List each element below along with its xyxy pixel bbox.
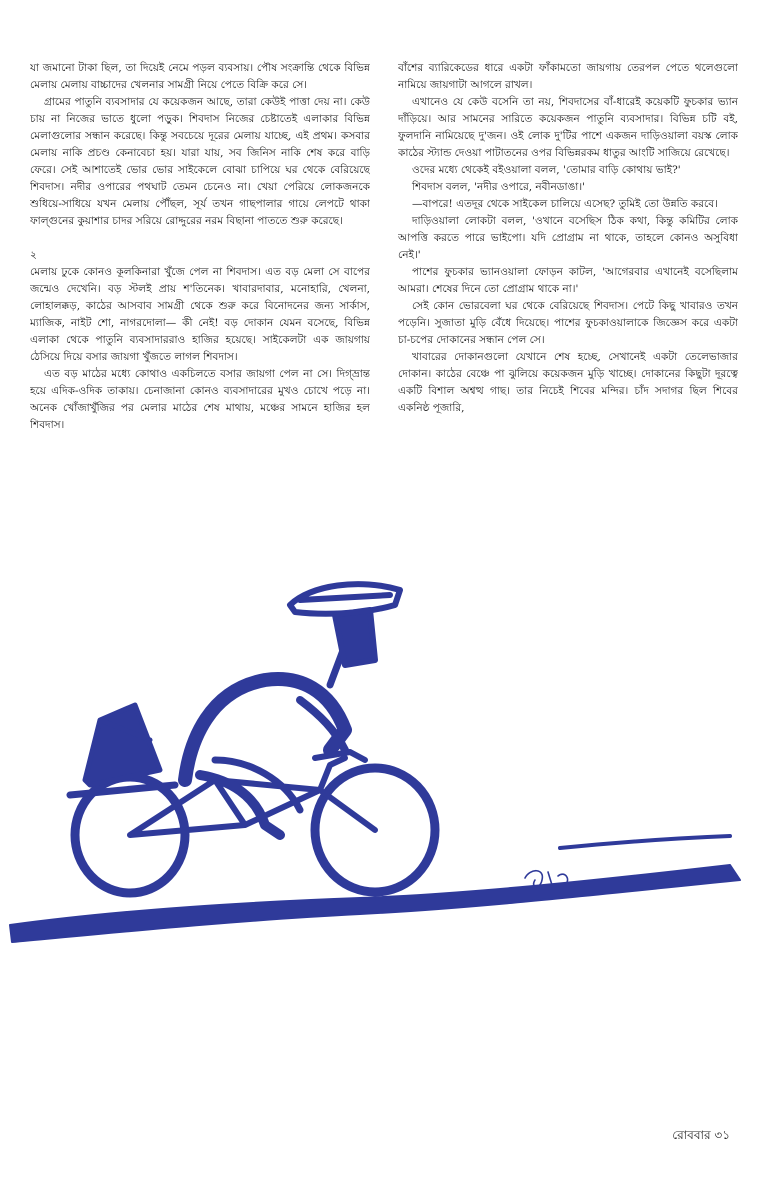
article-body — [30, 60, 738, 565]
paragraph: —বাপরে! এতদূর থেকে সাইকেল চালিয়ে এসেছ? তুমিই তো উন্নতি করবে। — [412, 198, 718, 210]
paragraph: শিবদাস বলল, 'নদীর ওপারে, নবীনডাঙা।' — [412, 181, 585, 193]
paragraph: খাবারের দোকানগুলো যেখানে শেষ হচ্ছে, সেখানেই একটা তেলেভাজার দোকান। কাঠের বেঞ্চে পা ঝুলিয়ে কয়েকজন মুড়ি খাচ্ছে। দোকানের কিছুটা দূরত্বে একটি বিশাল অশ্বত্থ গাছ। তার নিচেই শিবের মন্দির। চাঁদ সদাগর ছিল শিবের একনিষ্ঠ পূজারি, — [398, 351, 738, 414]
paragraph: এখানেও যে কেউ বসেনি তা নয়, শিবদাসের বাঁ-ধারেই কয়েকটি ফুচকার ভ্যান দাঁড়িয়ে। আর সামনের সারিতে কয়েকজন পাতুনি ব্যবসাদার। বিভিন্ন চটি বই, ফুলদানি নামিয়েছে দু'জন। ওই লোক দু'টির পাশে একজন দাড়িওয়ালা বয়স্ক লোক কাঠের স্ট্যান্ড দেওয়া পাটাতনের ওপর বিভিন্নরকম ধাতুর আংটি সাজিয়ে রেখেছে। — [398, 96, 738, 159]
rider-torso — [185, 679, 345, 780]
ground-stroke — [10, 865, 740, 942]
ground-stroke — [560, 836, 730, 848]
right-column — [398, 60, 738, 565]
section-number: ২ — [30, 249, 37, 261]
paragraph: ওদের মধ্যে থেকেই বইওয়ালা বলল, 'তোমার বাড়ি কোথায় ভাই?' — [412, 164, 681, 176]
rear-rack — [70, 785, 175, 795]
cyclist-drawing — [0, 580, 770, 1080]
paragraph: এত বড় মাঠের মধ্যে কোথাও একচিলতে বসার জায়গা পেল না সে। দিগ্‌ভ্রান্ত হয়ে এদিক-ওদিক তাকায়। চেনাজানা কোনও ব্যবসাদারের মুখও চোখে পড়ে না। অনেক খোঁজাখুঁজির পর মেলার মাঠের শেষ মাথায়, মঞ্চের সামনে হাজির হল শিবদাস। — [30, 368, 370, 431]
rider-head — [335, 610, 375, 665]
paragraph: পাশের ফুচকার ভ্যানওয়ালা ফোড়ন কাটল, 'আগেরবার এখানেই বসেছিলাম আমরা। শেষের দিনে তো প্রোগ্রাম থাকে না।' — [398, 266, 738, 295]
left-column — [30, 60, 370, 565]
paragraph: সেই কোন ভোরবেলা ঘর থেকে বেরিয়েছে শিবদাস। পেটে কিছু খাবারও তখন পড়েনি। সুজাতা মুড়ি বেঁধে দিয়েছে। পাশের ফুচকাওয়ালাকে জিজ্ঞেস করে একটা চা-চপের দোকানের সন্ধান পেল সে। — [398, 300, 738, 346]
page-folio: রোববার ৩১ — [672, 1128, 730, 1142]
paragraph: গ্রামের পাতুনি ব্যবসাদার যে কয়েকজন আছে, তারা কেউই পাত্তা দেয় না। কেউ চায় না নিজের ভাতে ধুলো পড়ুক। শিবদাস নিজের চেষ্টাতেই এলাকার বিভিন্ন মেলাগুলোর সন্ধান করেছে। কিন্তু সবচেয়ে দূরের মেলায় যাচ্ছে, এই প্রথম। কসবার মেলায় নাকি প্রচণ্ড কেনাবেচা হয়। যারা যায়, সব জিনিস নাকি শেষ করে বাড়ি ফেরে। সেই আশাতেই ভোর ভোর সাইকেলে বোঝা চাপিয়ে ঘর থেকে বেরিয়েছে শিবদাস। নদীর ওপারের পথঘাট তেমন চেনেও না। খেয়া পেরিয়ে লোকজনকে শুধিয়ে-সাধিয়ে যখন মেলায় পৌঁছল, সূর্য তখন গাছপালার গায়ে লেপটে থাকা ফাল্গুনের কুয়াশার চাদর সরিয়ে রোদ্দুরের নরম বিছানা পাততে শুরু করেছে। — [30, 96, 370, 227]
bundle-on-rack — [85, 705, 160, 785]
paragraph: দাড়িওয়ালা লোকটা বলল, 'ওখানে বসেছিস ঠিক কথা, কিন্তু কমিটির লোক আপত্তি করতে পারে ভাইপো। যদি প্রোগ্রাম না থাকে, তাহলে কোনও অসুবিধা নেই।' — [398, 215, 738, 261]
paragraph: বাঁশের ব্যারিকেডের ধারে একটা ফাঁকামতো জায়গায় তেরপল পেতে থলেগুলো নামিয়ে জায়গাটা আগলে রাখল। — [398, 62, 738, 91]
paragraph: মেলায় ঢুকে কোনও কূলকিনারা খুঁজে পেল না শিবদাস। এত বড় মেলা সে বাপের জন্মেও দেখেনি। বড় স্টলই প্রায় শ'তিনেক। খাবারদাবার, মনোহারি, খেলনা, লোহালক্কড়, কাঠের আসবাব সামগ্রী থেকে শুরু করে বিনোদনের জন্য সার্কাস, ম্যাজিক, নাইট শো, নাগরদোলা— কী নেই! বড় দোকান যেমন বসেছে, বিভিন্ন এলাকা থেকে পাতুনি ব্যবসাদাররাও হাজির হয়েছে। সাইকেলটা এক জায়গায় ঠেসিয়ে দিয়ে বসার জায়গা খুঁজতে লাগল শিবদাস। — [30, 266, 370, 363]
head-bundle — [290, 584, 400, 614]
paragraph: যা জমানো টাকা ছিল, তা দিয়েই নেমে পড়ল ব্যবসায়। পৌষ সংক্রান্তি থেকে বিভিন্ন মেলায় মেলায় বাচ্চাদের খেলনার সামগ্রী নিয়ে পেতে বিক্রি করে সে। — [30, 62, 370, 91]
cyclist-illustration — [0, 580, 770, 1080]
